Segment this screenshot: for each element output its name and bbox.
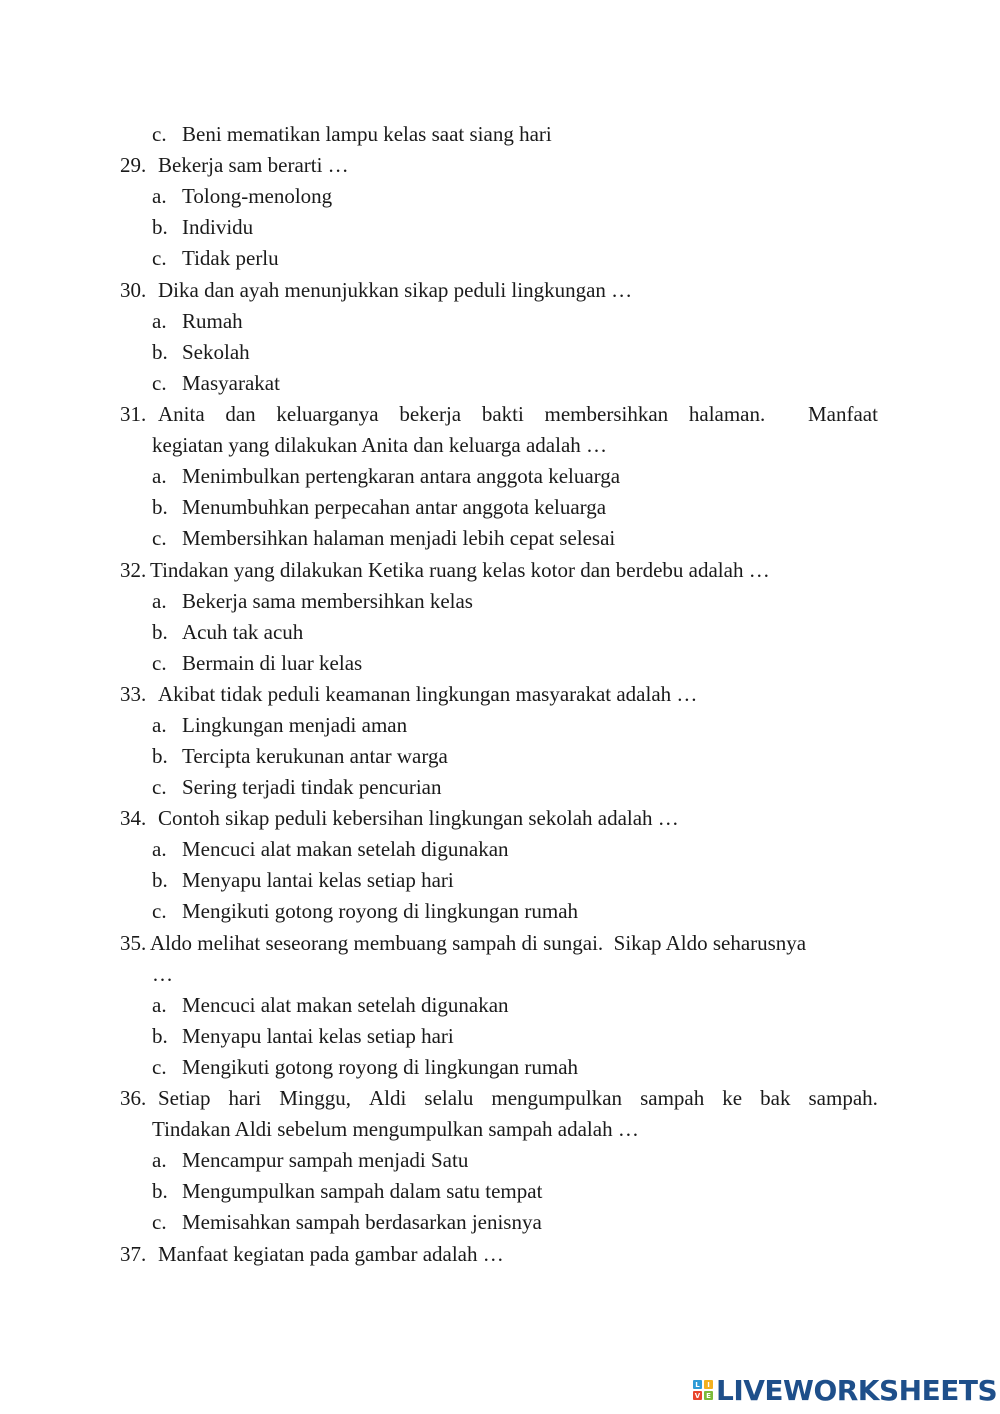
option-text: Menyapu lantai kelas setiap hari [182,868,454,892]
word: bakti [481,402,524,426]
option-letter: c. [152,775,167,799]
option-text: Mengikuti gotong royong di lingkungan rumah [182,899,579,923]
option-letter: c. [152,371,167,395]
option-letter: a. [152,464,167,488]
word: ke [722,1086,743,1110]
word: sampah. [808,1086,878,1110]
word: bak [760,1086,791,1110]
option-text: Sekolah [182,340,250,364]
question-text: Tindakan yang dilakukan Ketika ruang kelas kotor dan berdebu adalah … [150,558,770,582]
option-text: Sering terjadi tindak pencurian [182,775,442,799]
logo-mark-icon [693,1380,713,1400]
word: Aldi [369,1086,407,1110]
word: hari [228,1086,262,1110]
option-letter: c. [152,122,167,146]
logo-mark-l: L [693,1380,702,1389]
word: sampah [640,1086,705,1110]
option-letter: b. [152,1179,168,1203]
word: dan [225,402,256,426]
logo-text: LIVEWORKSHEETS [716,1373,998,1407]
question-text-cont: kegiatan yang dilakukan Anita dan keluarga adalah … [152,433,608,457]
option-letter: b. [152,620,168,644]
word: selalu [424,1086,474,1110]
question-text [158,399,878,430]
option-text: Individu [182,215,254,239]
option-text: Bekerja sama membersihkan kelas [182,589,473,613]
word: keluarganya [276,402,379,426]
option-letter: a. [152,713,167,737]
question-text [158,1083,878,1114]
logo-mark-i: I [704,1380,713,1389]
option-letter: a. [152,837,167,861]
option-text: Tolong-menolong [182,184,333,208]
question-text-cont: … [152,962,173,986]
option-letter: a. [152,993,167,1017]
option-text: Tidak perlu [182,246,279,270]
option-letter: c. [152,899,167,923]
question-number: 35. [120,931,147,955]
word: Minggu, [279,1086,351,1110]
question-number: 36. [120,1086,147,1110]
option-text: Masyarakat [182,371,280,395]
option-text: Mengikuti gotong royong di lingkungan rumah [182,1055,579,1079]
logo-mark-v: V [694,1391,701,1400]
question-text: Manfaat kegiatan pada gambar adalah … [158,1242,504,1266]
option-letter: c. [152,526,167,550]
option-letter: b. [152,744,168,768]
question-text: Dika dan ayah menunjukkan sikap peduli lingkungan … [158,278,633,302]
option-letter: b. [152,868,168,892]
option-text: Acuh tak acuh [182,620,304,644]
option-letter: b. [152,495,168,519]
option-text: Menyapu lantai kelas setiap hari [182,1024,454,1048]
option-letter: c. [152,246,167,270]
option-text: Lingkungan menjadi aman [182,713,408,737]
option-text: Beni mematikan lampu kelas saat siang hari [182,122,552,146]
option-letter: a. [152,589,167,613]
option-letter: b. [152,215,168,239]
word: Manfaat [807,402,878,426]
word: Setiap [158,1086,211,1110]
question-number: 29. [120,153,147,177]
question-text: Bekerja sam berarti … [158,153,349,177]
question-text: Akibat tidak peduli keamanan lingkungan masyarakat adalah … [158,682,698,706]
word: membersihkan [544,402,669,426]
question-number: 34. [120,806,147,830]
question-number: 37. [120,1242,147,1266]
option-letter: b. [152,1024,168,1048]
option-text: Rumah [182,309,243,333]
option-text: Mencuci alat makan setelah digunakan [182,993,509,1017]
option-text: Tercipta kerukunan antar warga [182,744,448,768]
question-text: Aldo melihat seseorang membuang sampah di sungai. Sikap Aldo seharusnya [150,931,807,955]
option-letter: a. [152,1148,167,1172]
option-text: Menimbulkan pertengkaran antara anggota keluarga [182,464,621,488]
option-text: Menumbuhkan perpecahan antar anggota keluarga [182,495,607,519]
option-text: Mencampur sampah menjadi Satu [182,1148,469,1172]
question-number: 32. [120,558,147,582]
word: mengumpulkan [491,1086,623,1110]
question-text: Contoh sikap peduli kebersihan lingkungan sekolah adalah … [158,806,679,830]
option-text: Bermain di luar kelas [182,651,363,675]
question-number: 33. [120,682,147,706]
word: halaman. [688,402,766,426]
question-number: 30. [120,278,147,302]
option-letter: c. [152,1210,167,1234]
logo-mark-e: E [704,1391,713,1400]
question-text-cont: Tindakan Aldi sebelum mengumpulkan sampah adalah … [152,1117,639,1141]
word: bekerja [399,402,462,426]
option-letter: a. [152,184,167,208]
option-letter: b. [152,340,168,364]
liveworksheets-logo [693,1374,997,1406]
option-text: Memisahkan sampah berdasarkan jenisnya [182,1210,542,1234]
option-letter: c. [152,651,167,675]
option-letter: a. [152,309,167,333]
question-number: 31. [120,402,147,426]
word: Anita [158,402,205,426]
option-text: Membersihkan halaman menjadi lebih cepat selesai [182,526,616,550]
option-letter: c. [152,1055,167,1079]
option-text: Mencuci alat makan setelah digunakan [182,837,509,861]
option-text: Mengumpulkan sampah dalam satu tempat [182,1179,543,1203]
